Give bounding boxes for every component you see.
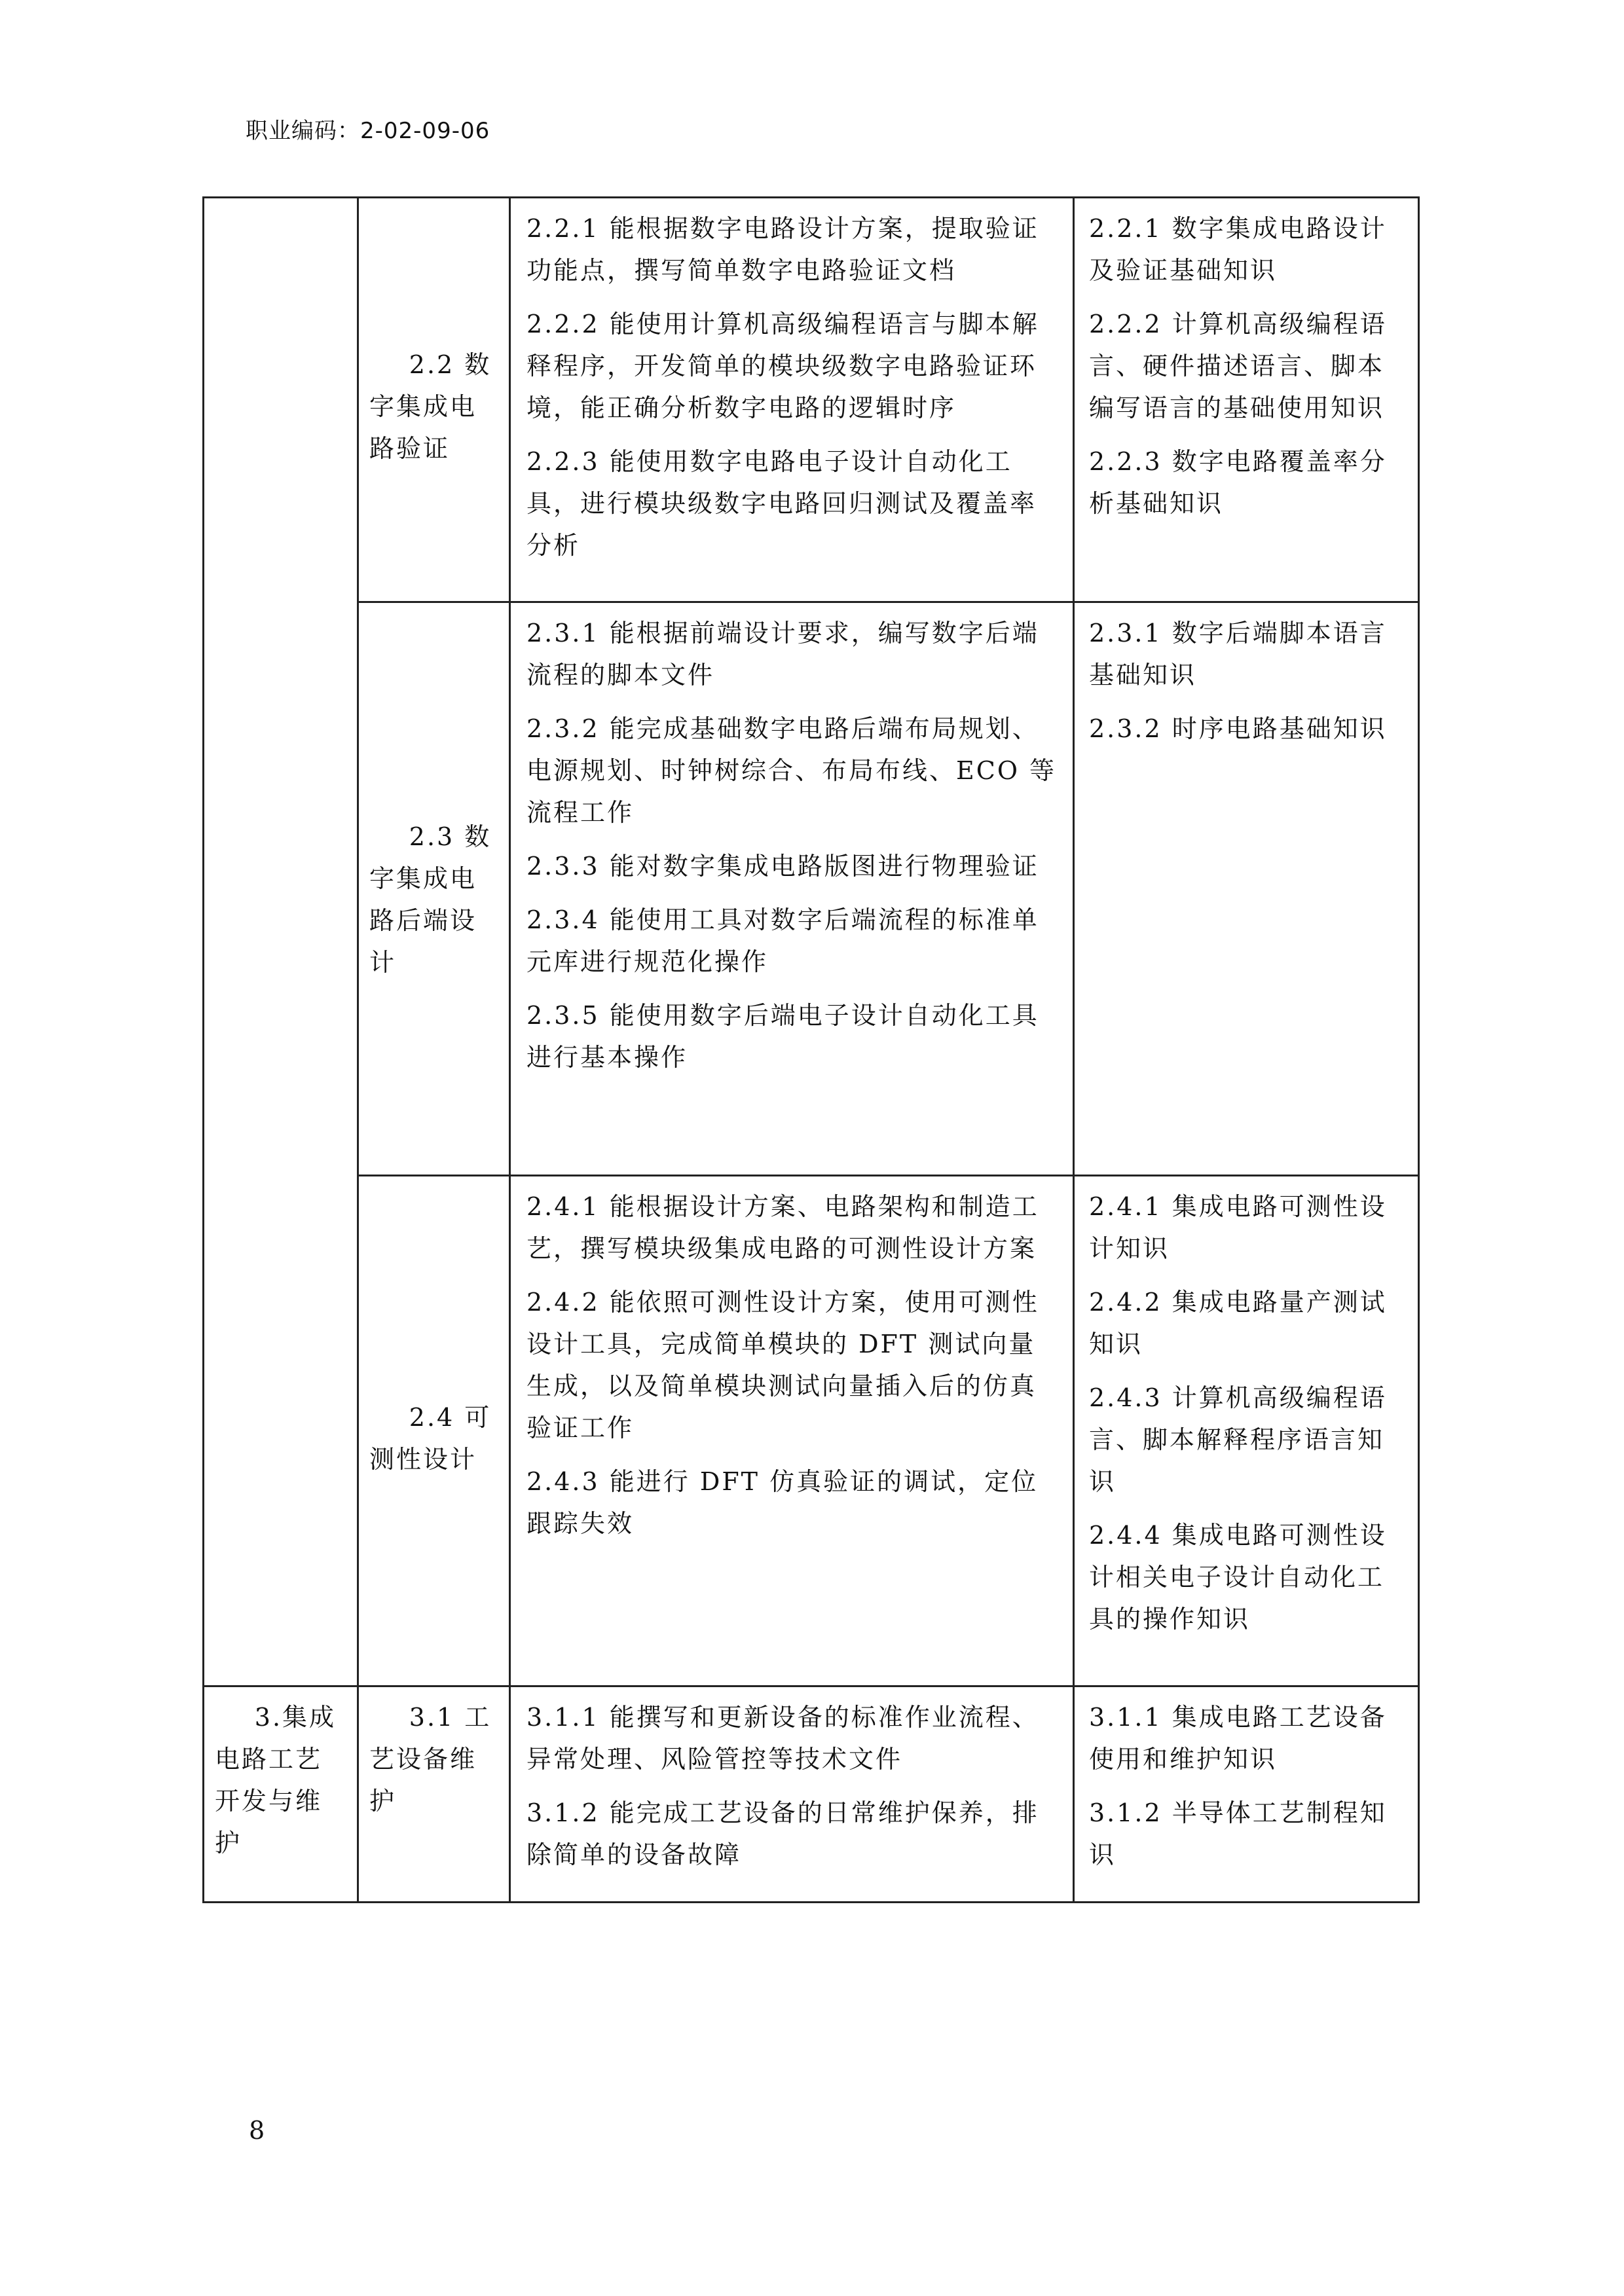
- skill-requirements-cell: [510, 602, 1074, 1176]
- unit-label: 3.1 工艺设备维护: [369, 1703, 492, 1815]
- skill-item: 2.3.5 能使用数字后端电子设计自动化工具进行基本操作: [526, 1001, 1039, 1072]
- category-cell: [204, 1686, 358, 1903]
- skill-item: 2.3.3 能对数字集成电路版图进行物理验证: [526, 852, 1039, 881]
- knowledge-item: 2.4.2 集成电路量产测试知识: [1089, 1288, 1387, 1358]
- category-cell-empty: [204, 198, 358, 1686]
- unit-cell: [358, 602, 510, 1176]
- skill-standard-table: [202, 196, 1420, 1903]
- skill-item: 3.1.2 能完成工艺设备的日常维护保养，排除简单的设备故障: [526, 1798, 1039, 1869]
- table-row-2-4: [204, 1176, 1419, 1686]
- page-number: 8: [249, 2116, 265, 2145]
- knowledge-cell: [1074, 1686, 1419, 1903]
- knowledge-item: 3.1.1 集成电路工艺设备使用和维护知识: [1089, 1703, 1387, 1774]
- knowledge-item: 2.4.4 集成电路可测性设计相关电子设计自动化工具的操作知识: [1089, 1521, 1387, 1633]
- knowledge-item: 2.2.3 数字电路覆盖率分析基础知识: [1089, 447, 1387, 518]
- skill-item: 2.2.3 能使用数字电路电子设计自动化工具，进行模块级数字电路回归测试及覆盖率分析: [526, 447, 1037, 560]
- skill-item: 2.4.1 能根据设计方案、电路架构和制造工艺，撰写模块级集成电路的可测性设计方案: [526, 1192, 1039, 1263]
- skill-item: 2.3.2 能完成基础数字电路后端布局规划、电源规划、时钟树综合、布局布线、ECO 等流程工作: [526, 714, 1057, 827]
- unit-cell: [358, 1686, 510, 1903]
- skill-item: 2.3.1 能根据前端设计要求，编写数字后端流程的脚本文件: [526, 619, 1039, 689]
- table-row-2-2: [204, 198, 1419, 602]
- skill-requirements-cell: [510, 198, 1074, 602]
- knowledge-cell: [1074, 198, 1419, 602]
- knowledge-item: 2.4.3 计算机高级编程语言、脚本解释程序语言知识: [1089, 1383, 1387, 1496]
- skill-requirements-cell: [510, 1176, 1074, 1686]
- unit-cell: [358, 1176, 510, 1686]
- skill-item: 3.1.1 能撰写和更新设备的标准作业流程、异常处理、风险管控等技术文件: [526, 1703, 1039, 1774]
- category-label: 3.集成电路工艺开发与维护: [215, 1703, 337, 1857]
- skill-requirements-cell: [510, 1686, 1074, 1903]
- unit-label: 2.2 数字集成电路验证: [369, 350, 492, 463]
- skill-item: 2.2.1 能根据数字电路设计方案，提取验证功能点，撰写简单数字电路验证文档: [526, 214, 1039, 285]
- knowledge-item: 2.2.1 数字集成电路设计及验证基础知识: [1089, 214, 1387, 285]
- knowledge-cell: [1074, 1176, 1419, 1686]
- table-row-2-3: [204, 602, 1419, 1176]
- skill-item: 2.4.3 能进行 DFT 仿真验证的调试，定位跟踪失效: [526, 1467, 1039, 1538]
- knowledge-item: 3.1.2 半导体工艺制程知识: [1089, 1798, 1387, 1869]
- knowledge-item: 2.2.2 计算机高级编程语言、硬件描述语言、脚本编写语言的基础使用知识: [1089, 310, 1387, 422]
- occupation-code: 职业编码：2-02-09-06: [246, 118, 490, 144]
- knowledge-cell: [1074, 602, 1419, 1176]
- skill-item: 2.4.2 能依照可测性设计方案，使用可测性设计工具，完成简单模块的 DFT 测试向量生成，以及简单模块测试向量插入后的仿真验证工作: [526, 1288, 1039, 1442]
- skill-item: 2.3.4 能使用工具对数字后端流程的标准单元库进行规范化操作: [526, 905, 1039, 976]
- unit-label: 2.4 可测性设计: [369, 1403, 492, 1474]
- unit-label: 2.3 数字集成电路后端设计: [369, 822, 492, 977]
- knowledge-item: 2.3.1 数字后端脚本语言基础知识: [1089, 619, 1387, 689]
- skill-item: 2.2.2 能使用计算机高级编程语言与脚本解释程序，开发简单的模块级数字电路验证环境，能正确分析数字电路的逻辑时序: [526, 310, 1039, 422]
- knowledge-item: 2.3.2 时序电路基础知识: [1089, 714, 1387, 743]
- unit-cell: [358, 198, 510, 602]
- table-row-3-1: [204, 1686, 1419, 1903]
- knowledge-item: 2.4.1 集成电路可测性设计知识: [1089, 1192, 1387, 1263]
